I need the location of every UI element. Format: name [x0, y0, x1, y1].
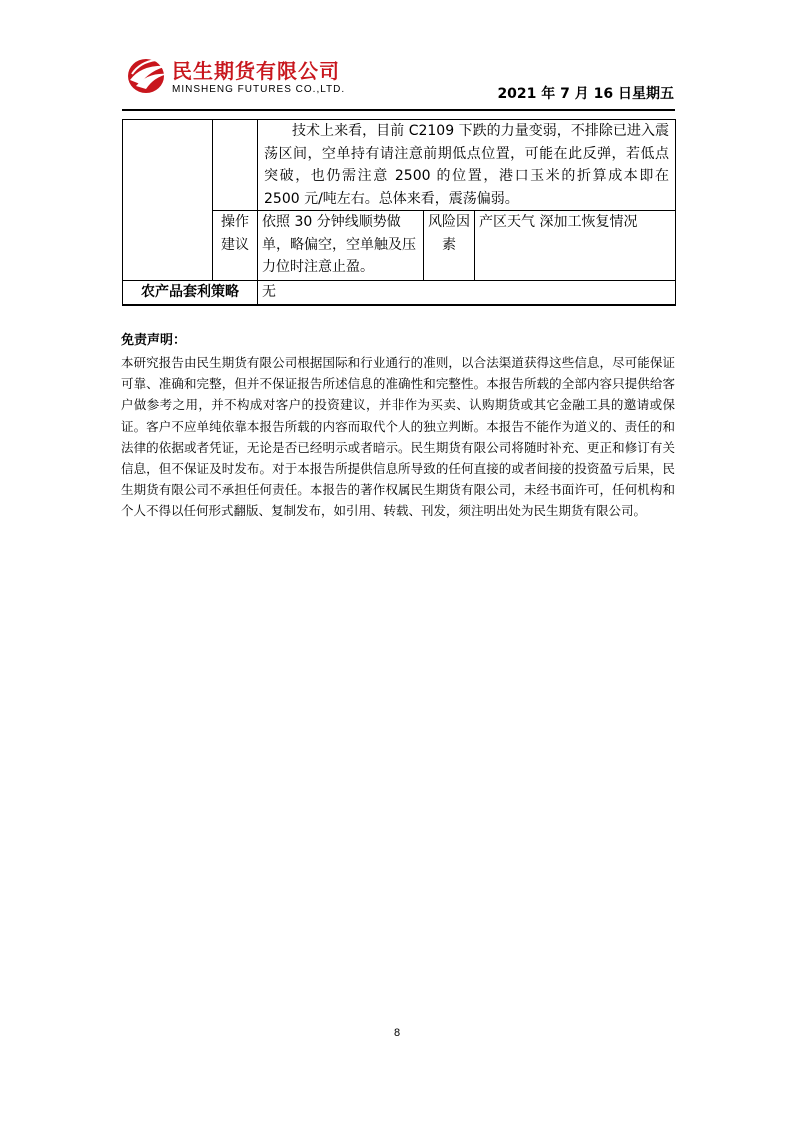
arbitrage-label-cell: [123, 281, 258, 305]
strategy-table: [122, 119, 676, 306]
header-divider: [122, 109, 675, 111]
arbitrage-text-cell: [258, 281, 676, 305]
disclaimer-body: 本研究报告由民生期货有限公司根据国际和行业通行的准则，以合法渠道获得这些信息，尽可能保证可靠、准确和完整，但并不保证报告所述信息的准确性和完整性。本报告所载的全部内容只提供给客户做参考之用，并不构成对客户的投资建议，并非作为买卖、认购期货或其它金融工具的邀请或保证。客户不应单纯依靠本报告所载的内容而取代个人的独立判断。本报告不能作为道义的、责任的和法律的依据或者凭证，无论是否已经明示或者暗示。民生期货有限公司将随时补充、更正和修订有关信息，但不保证及时发布。对于本报告所提供信息所导致的任何直接的或者间接的投资盈亏后果，民生期货有限公司不承担任何责任。本报告的著作权属民生期货有限公司，未经书面许可，任何机构和个人不得以任何形式翻版、复制发布，如引用、转载、刊发，须注明出处为民生期货有限公司。: [121, 355, 675, 519]
risk-label-cell: [424, 211, 475, 281]
minsheng-logo-icon: [126, 56, 170, 96]
risk-text-cell: [475, 211, 676, 281]
page-header: [0, 0, 794, 110]
arbitrage-text: 无: [262, 284, 276, 300]
operation-text-cell: [258, 211, 424, 281]
analysis-cell: [258, 120, 676, 211]
disclaimer-section: [121, 332, 675, 522]
risk-text: 产区天气 深加工恢复情况: [479, 214, 638, 230]
arbitrage-label: 农产品套利策略: [141, 284, 239, 300]
brand-name-cn: 民生期货有限公司: [172, 59, 340, 83]
category-cell: [123, 120, 213, 281]
risk-label: 风险因素: [428, 214, 470, 253]
analysis-text: 技术上来看，目前 C2109 下跌的力量变弱，不排除已进入震荡区间，空单持有请注意前期低点位置，可能在此反弹，若低点突破，也仍需注意 2500 的位置，港口玉米的折算成本即在 2500 元/吨左右。总体来看，震荡偏弱。: [264, 123, 669, 207]
page-number: 8: [393, 1027, 401, 1039]
brand-name-en: MINSHENG FUTURES CO.,LTD.: [172, 84, 346, 95]
report-date: 2021 年 7 月 16 日星期五: [497, 86, 674, 102]
operation-label-cell: [213, 211, 258, 281]
operation-text: 依照 30 分钟线顺势做单，略偏空，空单触及压力位时注意止盈。: [262, 214, 416, 275]
disclaimer-title: 免责声明：: [121, 333, 187, 348]
arbitrage-row: [123, 281, 676, 305]
operation-label: 操作建议: [221, 214, 249, 253]
blank-cell: [213, 120, 258, 211]
analysis-row: [123, 120, 676, 211]
